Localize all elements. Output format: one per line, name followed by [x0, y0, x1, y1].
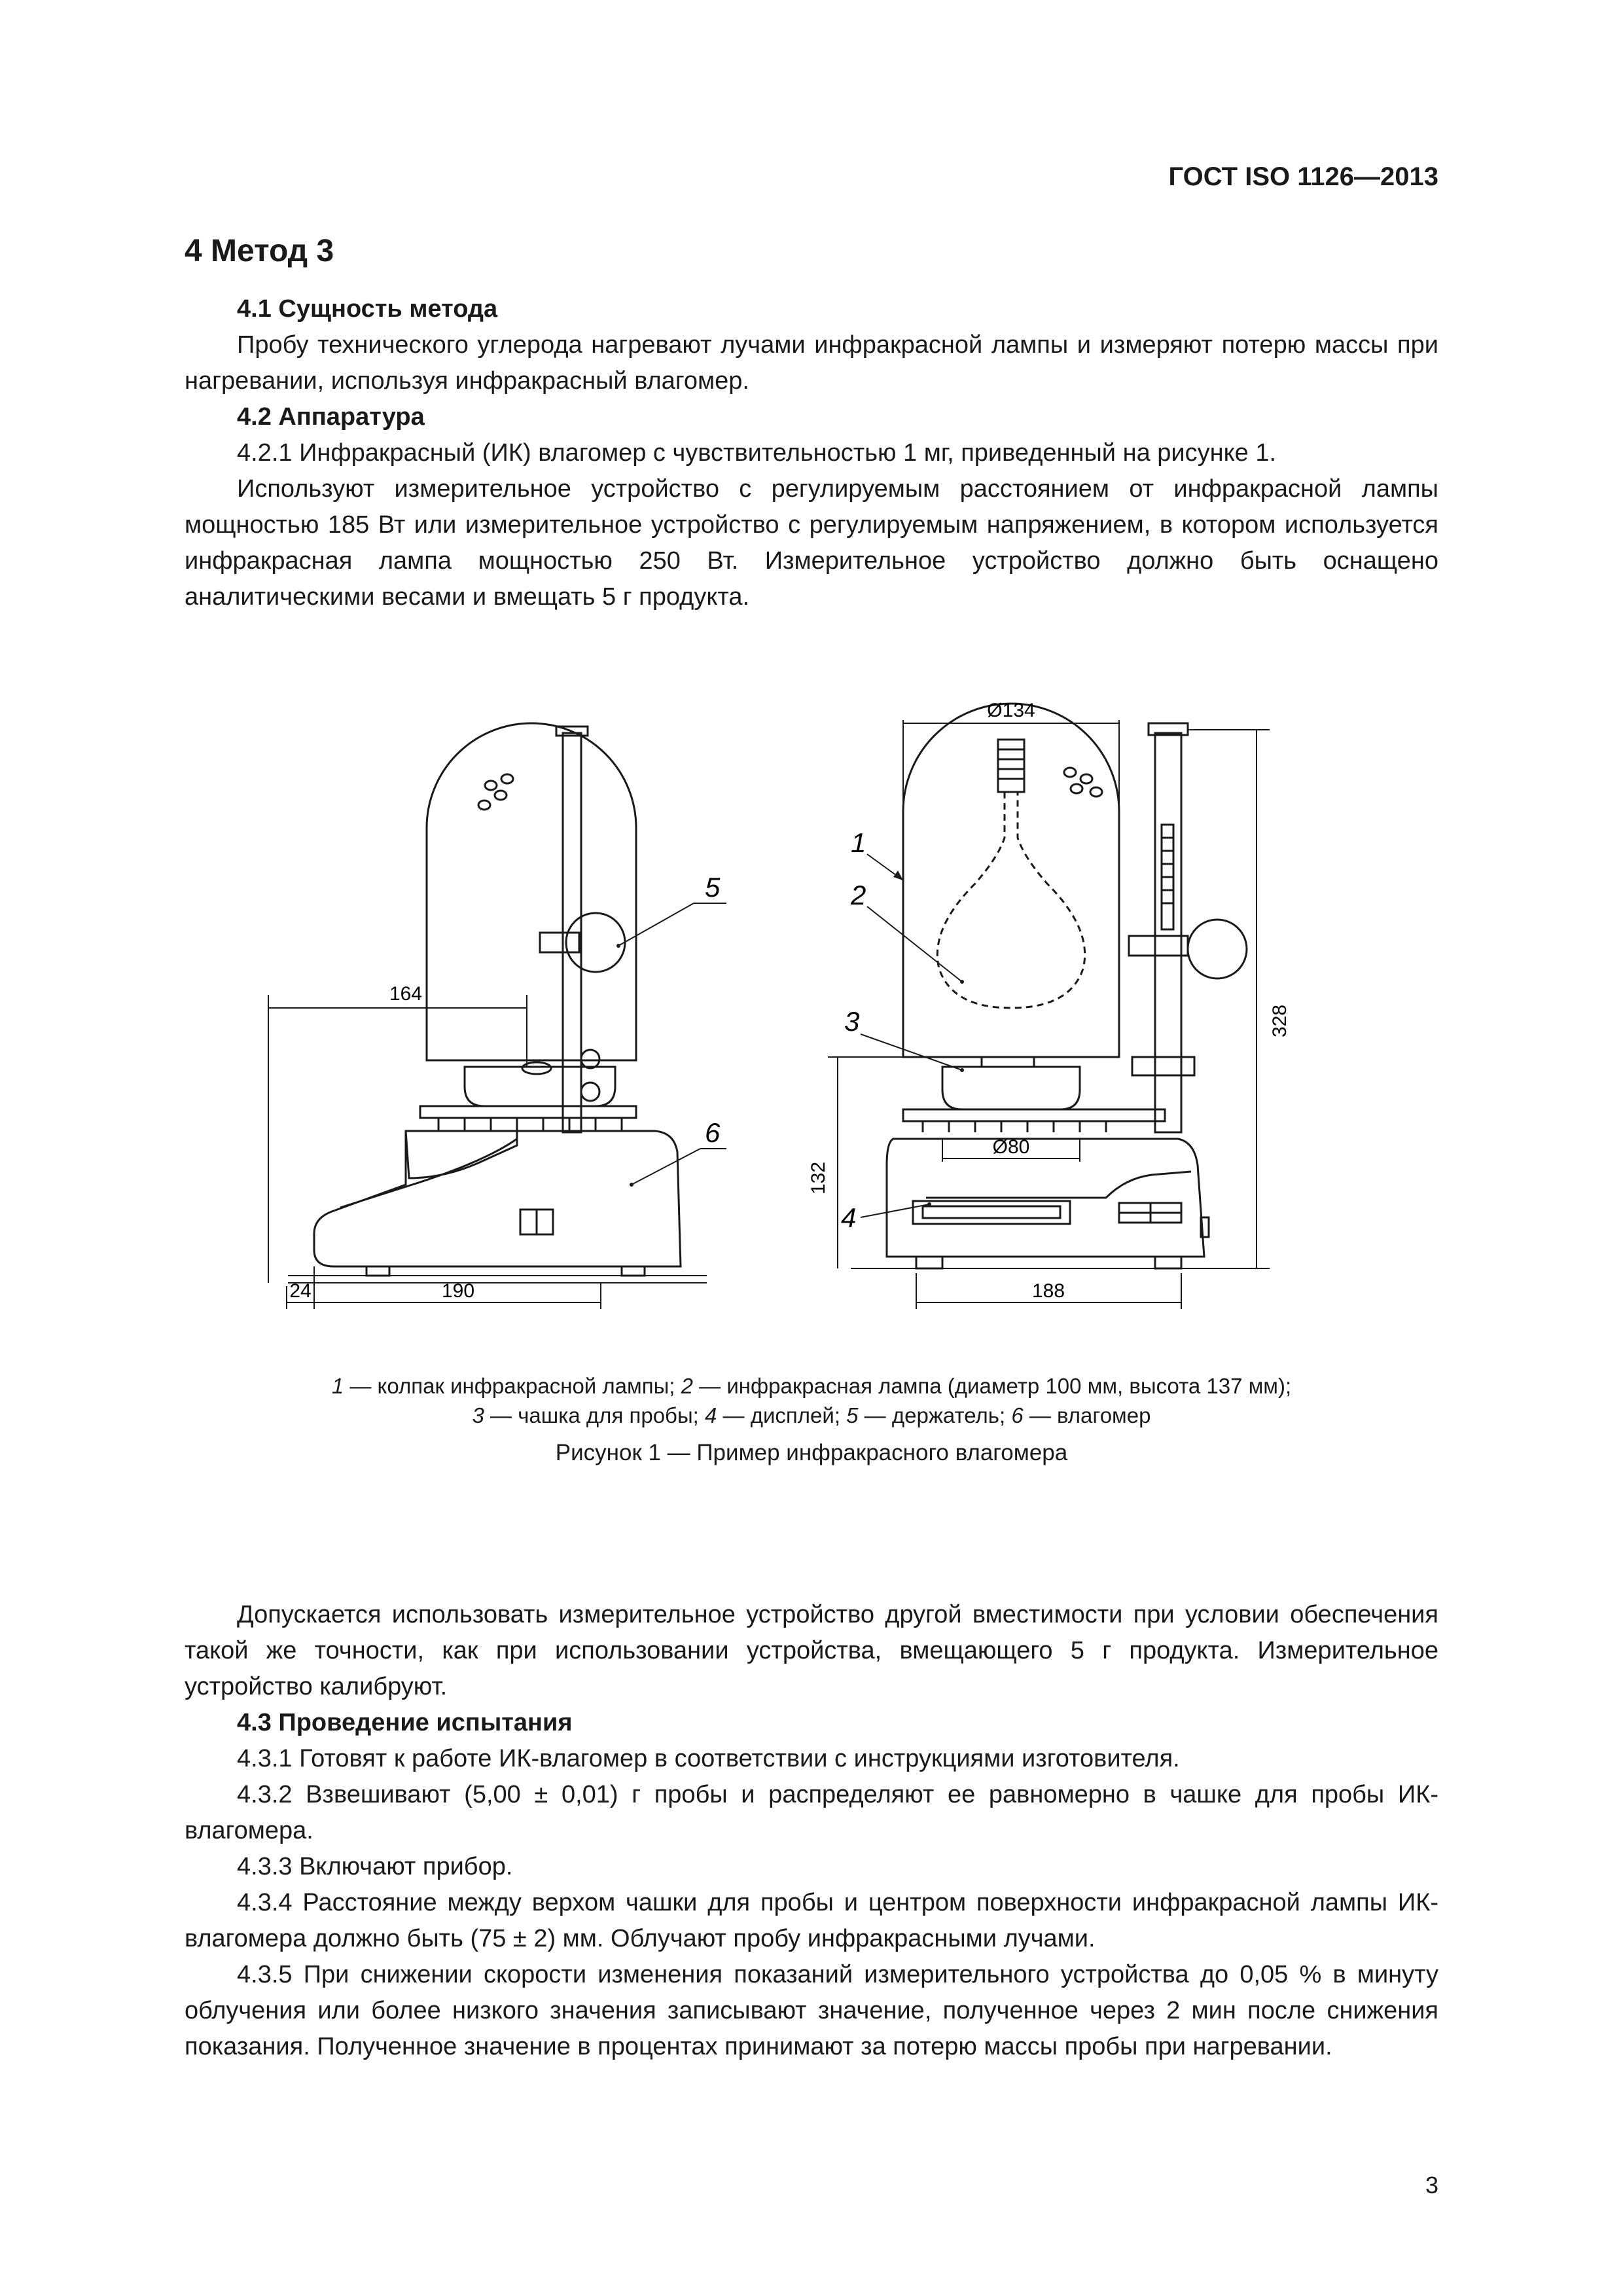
legend-text-1: — колпак инфракрасной лампы; — [344, 1374, 681, 1398]
dim-24: 24 — [289, 1280, 312, 1302]
paragraph-4-3-3: 4.3.3 Включают прибор. — [237, 1853, 513, 1880]
heading-4-3: 4.3 Проведение испытания — [237, 1709, 573, 1736]
figure-moisture-meter — [249, 681, 1296, 1348]
figure-title: Рисунок 1 — Пример инфракрасного влагомера — [555, 1440, 1068, 1465]
figure-drawing — [249, 681, 1296, 1348]
page-number: 3 — [1425, 2172, 1438, 2198]
dim-164: 164 — [389, 983, 423, 1005]
legend-text-6: — влагомер — [1023, 1403, 1151, 1427]
holder-knob-left — [566, 913, 625, 972]
legend-num-2: 2 — [681, 1374, 693, 1398]
dim-132: 132 — [808, 1161, 829, 1195]
paragraph-4-2-1-b: Используют измерительное устройство с регулируемым расстоянием от инфракрасной лампы мощностью 185 Вт или измерительное устройство с регулируемым напряжением, в котором используется инфракрасная лампа мощностью 250 Вт. Измерительное устройство должно быть оснащено аналитическими весами и вмещать 5 г продукта. — [185, 475, 1438, 611]
legend-num-4: 4 — [705, 1403, 717, 1427]
dim-190: 190 — [441, 1280, 475, 1302]
holder-knob-right — [1188, 920, 1247, 978]
paragraph-4-3-5: 4.3.5 При снижении скорости изменения показаний измерительного устройства до 0,05 % в минуту облучения или более низкого значения записывают значение, полученное через 2 мин после снижения показания. Полученное значение в процентах принимают за потерю массы пробы при нагревании. — [185, 1961, 1438, 2060]
dim-188: 188 — [1031, 1280, 1065, 1302]
section-4-1 — [185, 291, 1438, 615]
display — [913, 1201, 1070, 1224]
paragraph-capacity: Допускается использовать измерительное устройство другой вместимости при условии обеспечения такой же точности, как при использовании устройства, вмещающего 5 г продукта. Измерительное устройство калибруют. — [185, 1601, 1438, 1700]
legend-num-1: 1 — [331, 1374, 344, 1398]
lamp-hood-right — [903, 704, 1119, 1057]
paragraph-4-1-text: Пробу технического углерода нагревают лучами инфракрасной лампы и измеряют потерю массы при нагревании, используя инфракрасный влагомер. — [185, 331, 1438, 395]
section-title: 4 Метод 3 — [185, 234, 334, 268]
document-code-header: ГОСТ ISO 1126—2013 — [1168, 162, 1438, 191]
label-2: 2 — [851, 880, 866, 910]
legend-num-5: 5 — [846, 1403, 859, 1427]
paragraph-4-3-1: 4.3.1 Готовят к работе ИК-влагомер в соответствии с инструкциями изготовителя. — [237, 1745, 1180, 1772]
legend-text-4: — дисплей; — [717, 1403, 847, 1427]
paragraph-4-2-1: 4.2.1 Инфракрасный (ИК) влагомер с чувствительностью 1 мг, приведенный на рисунке 1. — [237, 439, 1277, 467]
legend-text-2: — инфракрасная лампа (диаметр 100 мм, высота 137 мм); — [693, 1374, 1292, 1398]
label-6: 6 — [705, 1117, 721, 1148]
paragraph-4-3-2: 4.3.2 Взвешивают (5,00 ± 0,01) г пробы и распределяют ее равномерно в чашке для пробы ИК-влагомера. — [185, 1781, 1438, 1844]
paragraph-4-3-4: 4.3.4 Расстояние между верхом чашки для пробы и центром поверхности инфракрасной лампы ИК-влагомера должно быть (75 ± 2) мм. Облучают пробу инфракрасными лучами. — [185, 1889, 1438, 1952]
heading-4-2: 4.2 Аппаратура — [237, 403, 425, 431]
ir-lamp — [937, 792, 1084, 1008]
legend-num-3: 3 — [472, 1403, 484, 1427]
dim-328: 328 — [1269, 1004, 1291, 1038]
legend-text-5: — держатель; — [858, 1403, 1012, 1427]
paragraph-4-1 — [185, 327, 1438, 399]
figure-legend-line-2 — [185, 1401, 1438, 1430]
label-1: 1 — [851, 827, 866, 858]
legend-num-6: 6 — [1011, 1403, 1024, 1427]
label-3: 3 — [844, 1006, 860, 1037]
section-after-figure — [185, 1597, 1438, 2065]
lamp-hood-left — [427, 723, 636, 1060]
post-right — [1155, 733, 1181, 1132]
dim-diameter-80: Ø80 — [992, 1136, 1030, 1158]
dim-diameter-134: Ø134 — [987, 700, 1035, 721]
figure-legend-line-1 — [185, 1371, 1438, 1401]
label-4: 4 — [841, 1202, 857, 1233]
heading-4-1: 4.1 Сущность метода — [237, 295, 498, 323]
label-5: 5 — [705, 872, 721, 903]
legend-text-3: — чашка для пробы; — [484, 1403, 705, 1427]
